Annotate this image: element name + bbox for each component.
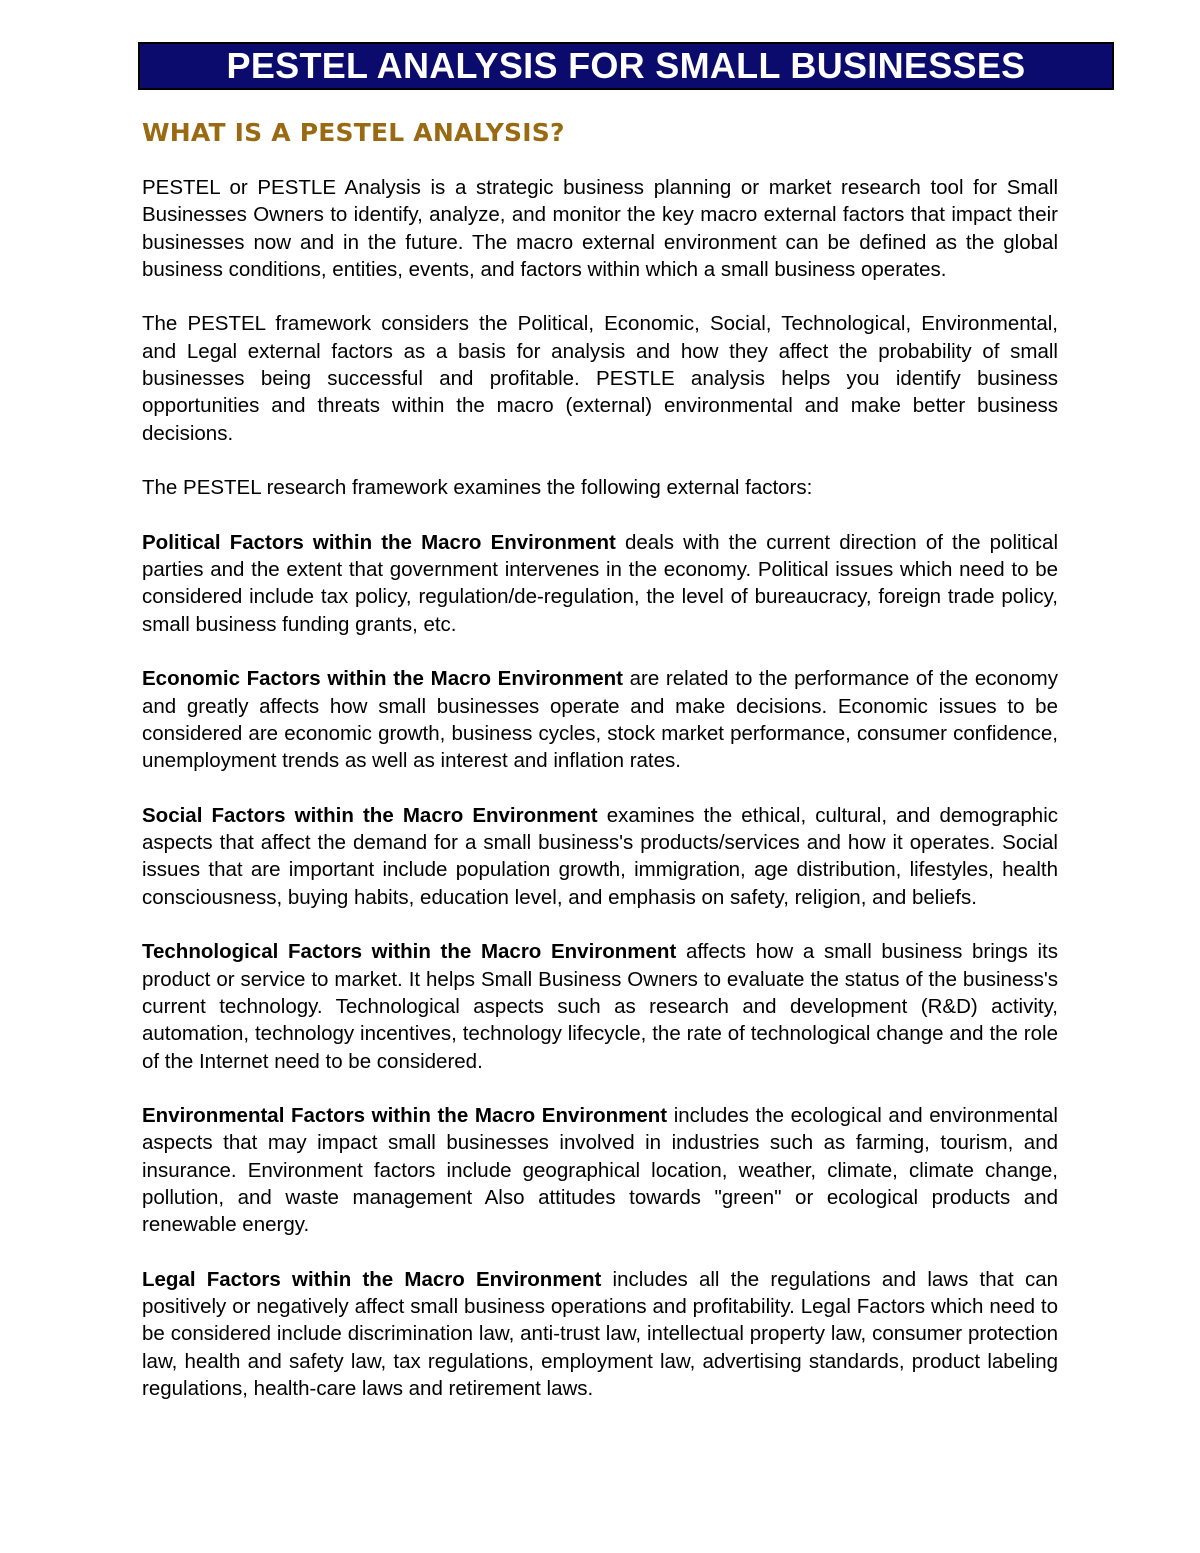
factor-paragraph-legal [142,1266,1058,1402]
factor-title: Political Factors within the Macro Environment [142,530,616,554]
factor-title: Technological Factors within the Macro Environment [142,940,677,964]
factor-text: examines the ethical, cultural, and demographic aspects that affect the demand for a small business's products/services and how it operates. Social issues that are important include population growth, immigration, age distribution, lifestyles, health consciousness, buying habits, education level, and emphasis on safety, religion, and beliefs. [142,803,1058,909]
factor-text: are related to the performance of the economy and greatly affects how small businesses operate and make decisions. Economic issues to be considered are economic growth, business cycles, stock market performance, consumer confidence, unemployment trends as well as interest and inflation rates. [142,667,1059,773]
body-content [142,174,1058,1430]
intro-paragraph: The PESTEL research framework examines the following external factors: [142,476,813,500]
title-banner [138,42,1114,90]
factor-title: Environmental Factors within the Macro Environment [142,1104,668,1128]
factor-title: Legal Factors within the Macro Environment [142,1267,602,1291]
factor-paragraph-social [142,802,1058,911]
section-heading: WHAT IS A PESTEL ANALYSIS? [142,118,565,147]
factor-title: Social Factors within the Macro Environment [142,803,598,827]
factor-text: deals with the current direction of the political parties and the extent that government intervenes in the economy. Political issues which need to be considered include tax policy, regulation/de-regulation, the level of bureaucracy, foreign trade policy, small business funding grants, etc. [142,530,1059,636]
document-title: PESTEL ANALYSIS FOR SMALL BUSINESSES [226,45,1026,86]
factor-text: includes all the regulations and laws that can positively or negatively affect small business operations and profitability. Legal Factors which need to be considered include discrimination law, anti-trust law, intellectual property law, consumer protection law, health and safety law, tax regulations, employment law, advertising standards, product labeling regulations, health-care laws and retirement laws. [142,1267,1058,1401]
factor-paragraph-political [142,529,1058,638]
factor-text: includes the ecological and environmental aspects that may impact small businesses involved in industries such as farming, tourism, and insurance. Environment factors include geographical location, weather, climate, climate change, pollution, and waste management Also attitudes towards "green" or ecological products and renewable energy. [142,1104,1058,1237]
intro-paragraph: PESTEL or PESTLE Analysis is a strategic business planning or market research tool for Small Businesses Owners to identify, analyze, and monitor the key macro external factors that impact their businesses now and in the future. The macro external environment can be defined as the global business conditions, entities, events, and factors within which a small business operates. [142,176,1058,281]
factor-paragraph-environmental [142,1102,1058,1238]
factor-title: Economic Factors within the Macro Environment [142,667,623,691]
factor-paragraph-economic [142,665,1058,774]
factor-text: affects how a small business brings its product or service to market. It helps Small Business Owners to evaluate the status of the business's current technology. Technological aspects such as research and development (R&D) activity, automation, technology incentives, technology lifecycle, the rate of technological change and the role of the Internet need to be considered. [142,940,1058,1073]
intro-paragraph: The PESTEL framework considers the Political, Economic, Social, Technological, Environmental, and Legal external factors as a basis for analysis and how they affect the probability of small businesses being successful and profitable. PESTLE analysis helps you identify business opportunities and threats within the macro (external) environmental and make better business decisions. [142,312,1058,445]
factor-paragraph-technological [142,938,1058,1074]
